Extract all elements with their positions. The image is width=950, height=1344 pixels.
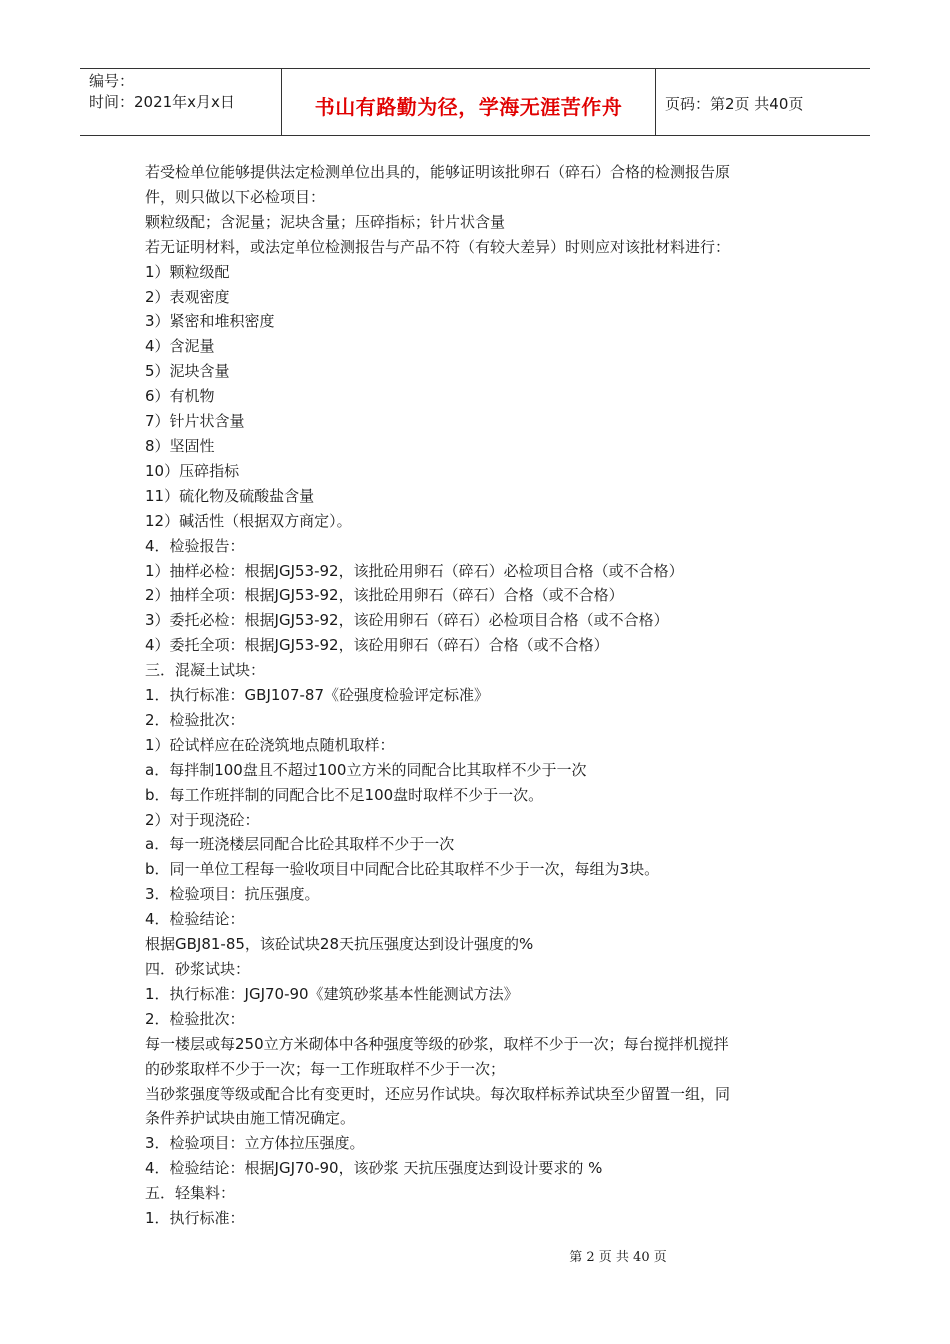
body-line: b．同一单位工程每一验收项目中同配合比砼其取样不少于一次，每组为3块。 bbox=[145, 860, 660, 879]
body-line: 四．砂浆试块： bbox=[145, 960, 251, 978]
body-line: 当砂浆强度等级或配合比有变更时，还应另作试块。每次取样标养试块至少留置一组，同 bbox=[145, 1084, 731, 1103]
body-line: 1．执行标准：JGJ70-90《建筑砂浆基本性能测试方法》 bbox=[145, 984, 519, 1003]
body-line: 2．检验批次： bbox=[145, 1009, 245, 1028]
body-line: 3．检验项目：立方体拉压强度。 bbox=[145, 1134, 365, 1153]
body-line: 五．轻集料： bbox=[145, 1184, 236, 1203]
body-line: 3．检验项目：抗压强度。 bbox=[145, 885, 320, 904]
document-number-label: 编号： bbox=[89, 72, 135, 90]
body-line: 的砂浆取样不少于一次；每一工作班取样不少于一次； bbox=[145, 1059, 506, 1078]
body-line: 10）压碎指标 bbox=[145, 461, 240, 480]
body-line: 6）有机物 bbox=[145, 387, 215, 406]
body-line: 2）表观密度 bbox=[145, 287, 230, 306]
body-line: 3）委托必检：根据JGJ53-92，该砼用卵石（碎石）必检项目合格（或不合格） bbox=[145, 611, 669, 630]
body-line: 每一楼层或每250立方米砌体中各种强度等级的砂浆，取样不少于一次；每台搅拌机搅拌 bbox=[145, 1034, 729, 1053]
header-page-cell bbox=[656, 69, 870, 135]
body-line: 2．检验批次： bbox=[145, 710, 245, 729]
body-line: 2）对于现浇砼： bbox=[145, 810, 260, 829]
body-line: a．每一班浇楼层同配合比砼其取样不少于一次 bbox=[145, 835, 455, 854]
page-header bbox=[80, 68, 870, 136]
body-line: b．每工作班拌制的同配合比不足100盘时取样不少于一次。 bbox=[145, 785, 544, 804]
body-line: 4．检验结论：根据JGJ70-90，该砂浆 天抗压强度达到设计要求的 % bbox=[145, 1159, 603, 1178]
body-line: 1．执行标准： bbox=[145, 1209, 245, 1228]
body-line: 若无证明材料，或法定单位检测报告与产品不符（有较大差异）时则应对该批材料进行： bbox=[145, 237, 731, 256]
body-line: 2）抽样全项：根据JGJ53-92，该批砼用卵石（碎石）合格（或不合格） bbox=[145, 586, 624, 605]
header-meta-cell bbox=[80, 69, 282, 135]
header-page-info: 页码：第2页 共40页 bbox=[665, 95, 804, 113]
footer-page-number: 第 2 页 共 40 页 bbox=[569, 1250, 667, 1265]
body-line: 4．检验报告： bbox=[145, 536, 245, 555]
body-line: 4）委托全项：根据JGJ53-92，该砼用卵石（碎石）合格（或不合格） bbox=[145, 636, 609, 655]
body-line: 根据GBJ81-85，该砼试块28天抗压强度达到设计强度的% bbox=[145, 935, 534, 954]
document-body bbox=[145, 160, 810, 1231]
page-footer bbox=[0, 1246, 950, 1265]
body-line: 4．检验结论： bbox=[145, 910, 245, 929]
body-line: 8）坚固性 bbox=[145, 436, 215, 455]
body-line: 1）砼试样应在砼浇筑地点随机取样： bbox=[145, 735, 395, 754]
body-line: 1．执行标准：GBJ107-87《砼强度检验评定标准》 bbox=[145, 686, 490, 705]
body-line: 12）碱活性（根据双方商定）。 bbox=[145, 511, 352, 530]
body-line: 1）颗粒级配 bbox=[145, 262, 230, 281]
document-date: 时间：2021年x月x日 bbox=[89, 93, 235, 111]
body-line: a．每拌制100盘且不超过100立方米的同配合比其取样不少于一次 bbox=[145, 760, 587, 779]
body-line: 条件养护试块由施工情况确定。 bbox=[145, 1109, 356, 1128]
body-line: 3）紧密和堆积密度 bbox=[145, 312, 275, 331]
body-line: 颗粒级配；含泥量；泥块含量；压碎指标；针片状含量 bbox=[145, 212, 506, 231]
body-line: 11）硫化物及硫酸盐含量 bbox=[145, 486, 315, 505]
header-motto: 书山有路勤为径，学海无涯苦作舟 bbox=[314, 95, 623, 119]
body-line: 件，则只做以下必检项目： bbox=[145, 187, 326, 206]
body-line: 4）含泥量 bbox=[145, 337, 215, 356]
body-line: 若受检单位能够提供法定检测单位出具的，能够证明该批卵石（碎石）合格的检测报告原 bbox=[145, 163, 731, 181]
body-line: 7）针片状含量 bbox=[145, 412, 245, 431]
body-line: 5）泥块含量 bbox=[145, 362, 230, 381]
header-motto-cell bbox=[282, 69, 656, 135]
body-line: 1）抽样必检：根据JGJ53-92，该批砼用卵石（碎石）必检项目合格（或不合格） bbox=[145, 561, 684, 580]
body-line: 三．混凝土试块： bbox=[145, 661, 266, 680]
